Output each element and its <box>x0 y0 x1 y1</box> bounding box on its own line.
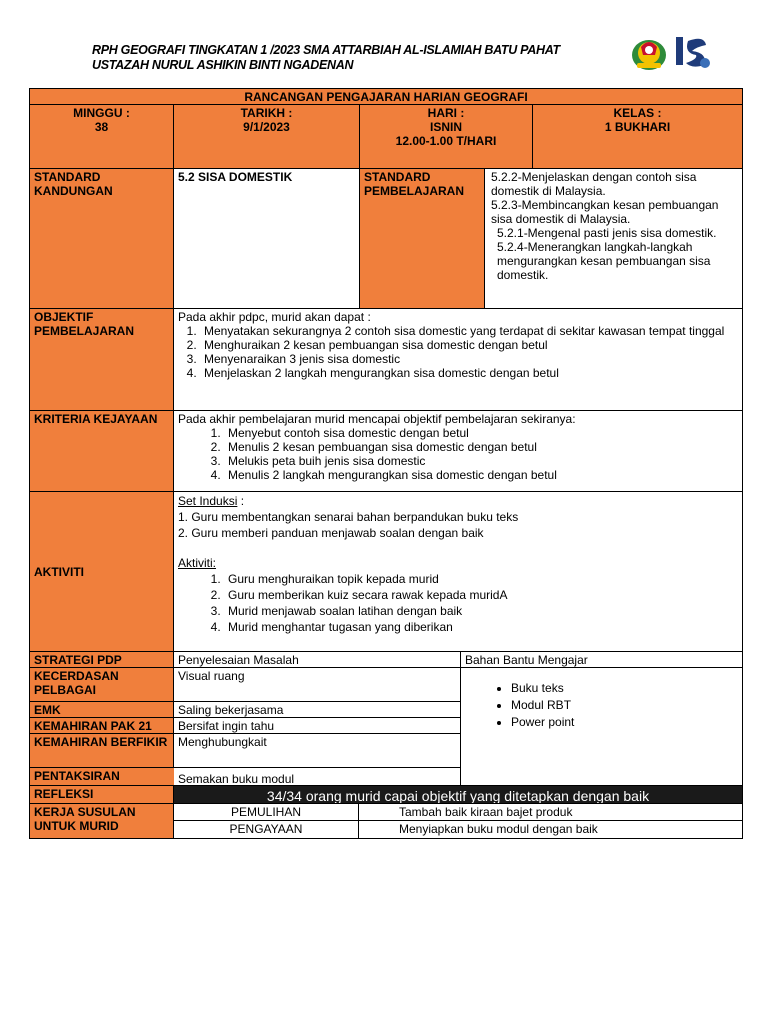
rph-table <box>29 88 743 839</box>
induksi-heading <box>178 493 738 509</box>
berfikir-label: KEMAHIRAN BERFIKIR <box>30 734 174 768</box>
minggu-value: 38 <box>94 120 109 134</box>
kriteria-item: 2. Menulis 2 kesan pembuangan sisa domestic dengan betul <box>224 440 738 454</box>
tarikh-value: 9/1/2023 <box>243 120 290 134</box>
header-line-1: RPH GEOGRAFI TINGKATAN 1 /2023 SMA ATTARBIAH AL-ISLAMIAH BATU PAHAT <box>92 43 560 57</box>
ls-logo-icon <box>674 33 712 71</box>
emk-value: Saling bekerjasama <box>174 702 460 718</box>
lower-block <box>30 652 742 786</box>
bahan-list <box>461 668 742 785</box>
objektif-label: OBJEKTIF PEMBELAJARAN <box>30 309 174 410</box>
school-crest-icon <box>629 33 669 73</box>
hari-label: HARI : <box>427 106 465 120</box>
standard-kandungan-value: 5.2 SISA DOMESTIK <box>174 169 360 308</box>
sp-item: 5.2.4-Menerangkan langkah-langkah mengurangkan kesan pembuangan sisa domestik. <box>497 240 711 282</box>
induksi-item: 2. Guru memberi panduan menjawab soalan dengan baik <box>178 526 484 540</box>
kriteria-row <box>30 411 742 492</box>
objektif-intro: Pada akhir pdpc, murid akan dapat : <box>178 310 371 324</box>
objektif-item: 2. Menghuraikan 2 kesan pembuangan sisa domestic dengan betul <box>200 338 738 352</box>
kelas-value: 1 BUKHARI <box>604 120 671 134</box>
kelas-label: KELAS : <box>613 106 662 120</box>
pentaksiran-label: PENTAKSIRAN <box>30 768 174 785</box>
susulan-sub-row <box>174 821 742 838</box>
aktiviti-item: 1. Guru menghuraikan topik kepada murid <box>224 571 738 587</box>
minggu-cell <box>30 105 174 168</box>
pak21-value: Bersifat ingin tahu <box>174 718 460 734</box>
kriteria-item: 3. Melukis peta buih jenis sisa domestic <box>224 454 738 468</box>
kecerdasan-label: KECERDASAN PELBAGAI <box>30 668 174 702</box>
masa-value: 12.00-1.00 T/HARI <box>395 134 497 148</box>
sp-item: 5.2.2-Menjelaskan dengan contoh sisa domestik di Malaysia. <box>491 170 697 198</box>
refleksi-label: REFLEKSI <box>30 786 174 803</box>
kriteria-item: 4. Menulis 2 langkah mengurangkan sisa domestic dengan betul <box>224 468 738 482</box>
kriteria-label: KRITERIA KEJAYAAN <box>30 411 174 491</box>
objektif-item: 3. Menyenaraikan 3 jenis sisa domestic <box>200 352 738 366</box>
tarikh-cell <box>174 105 360 168</box>
kecerdasan-value: Visual ruang <box>174 668 460 702</box>
hari-cell <box>360 105 533 168</box>
pentaksiran-value: Semakan buku modul <box>178 772 295 785</box>
lower-values <box>174 652 461 785</box>
aktiviti-item: 4. Murid menghantar tugasan yang diberikan <box>224 619 738 635</box>
lower-labels <box>30 652 174 785</box>
aktiviti-content <box>174 492 742 651</box>
susulan-type: PEMULIHAN <box>174 804 359 820</box>
title-row <box>30 89 742 105</box>
bahan-item: • Power point <box>511 714 738 731</box>
aktiviti-label: AKTIVITI <box>30 492 174 651</box>
sp-item: 5.2.3-Membincangkan kesan pembuangan sisa domestik di Malaysia. <box>491 198 719 226</box>
susulan-sub-row <box>174 804 742 821</box>
induksi-colon: : <box>237 494 245 508</box>
bahan-item: • Buku teks <box>511 680 738 697</box>
induksi-title: Set Induksi <box>178 494 238 508</box>
kriteria-intro: Pada akhir pembelajaran murid mencapai objektif pembelajaran sekiranya: <box>178 412 576 426</box>
tarikh-label: TARIKH : <box>240 106 293 120</box>
standard-kandungan-label: STANDARD KANDUNGAN <box>30 169 174 308</box>
kelas-cell <box>533 105 742 168</box>
refleksi-row <box>30 786 742 804</box>
kriteria-content <box>174 411 742 491</box>
sp-item: 5.2.1-Mengenal pasti jenis sisa domestik. <box>497 226 717 240</box>
objektif-item: 4. Menjelaskan 2 langkah mengurangkan sisa domestic dengan betul <box>200 366 738 380</box>
susulan-table <box>174 804 742 838</box>
susulan-type: PENGAYAAN <box>174 821 359 838</box>
susulan-task: Tambah baik kiraan bajet produk <box>399 805 573 819</box>
aktiviti-item: 3. Murid menjawab soalan latihan dengan baik <box>224 603 738 619</box>
standard-pembelajaran-label: STANDARD PEMBELAJARAN <box>360 169 485 308</box>
objektif-row <box>30 309 742 411</box>
objektif-content <box>174 309 742 410</box>
header-line-2: USTAZAH NURUL ASHIKIN BINTI NGADENAN <box>92 58 354 72</box>
bahan-label: Bahan Bantu Mengajar <box>461 652 742 668</box>
kriteria-item: 1. Menyebut contoh sisa domestic dengan betul <box>224 426 738 440</box>
susulan-task: Menyiapkan buku modul dengan baik <box>399 822 598 836</box>
minggu-label: MINGGU : <box>73 106 130 120</box>
bahan-column <box>461 652 742 785</box>
standard-pembelajaran-list <box>485 169 742 308</box>
aktiviti-item: 2. Guru memberikan kuiz secara rawak kepada muridA <box>224 587 738 603</box>
refleksi-value: 34/34 orang murid capai objektif yang ditetapkan dengan baik <box>174 786 742 803</box>
aktiviti-title: Aktiviti: <box>178 556 217 570</box>
hari-value: ISNIN <box>429 120 462 134</box>
berfikir-value: Menghubungkait <box>174 734 460 768</box>
strategi-label: STRATEGI PDP <box>30 652 174 668</box>
aktiviti-row <box>30 492 742 652</box>
standard-row <box>30 169 742 309</box>
bahan-item: • Modul RBT <box>511 697 738 714</box>
emk-label: EMK <box>30 702 174 718</box>
objektif-item: 1. Menyatakan sekurangnya 2 contoh sisa domestic yang terdapat di sekitar kawasan tempat tinggal <box>200 324 738 338</box>
info-row <box>30 105 742 169</box>
pak21-label: KEMAHIRAN PAK 21 <box>30 718 174 734</box>
strategi-value: Penyelesaian Masalah <box>174 652 460 668</box>
susulan-label: KERJA SUSULAN UNTUK MURID <box>30 804 174 838</box>
susulan-row <box>30 804 742 838</box>
table-title: RANCANGAN PENGAJARAN HARIAN GEOGRAFI <box>244 90 528 104</box>
induksi-item: 1. Guru membentangkan senarai bahan berpandukan buku teks <box>178 510 519 524</box>
